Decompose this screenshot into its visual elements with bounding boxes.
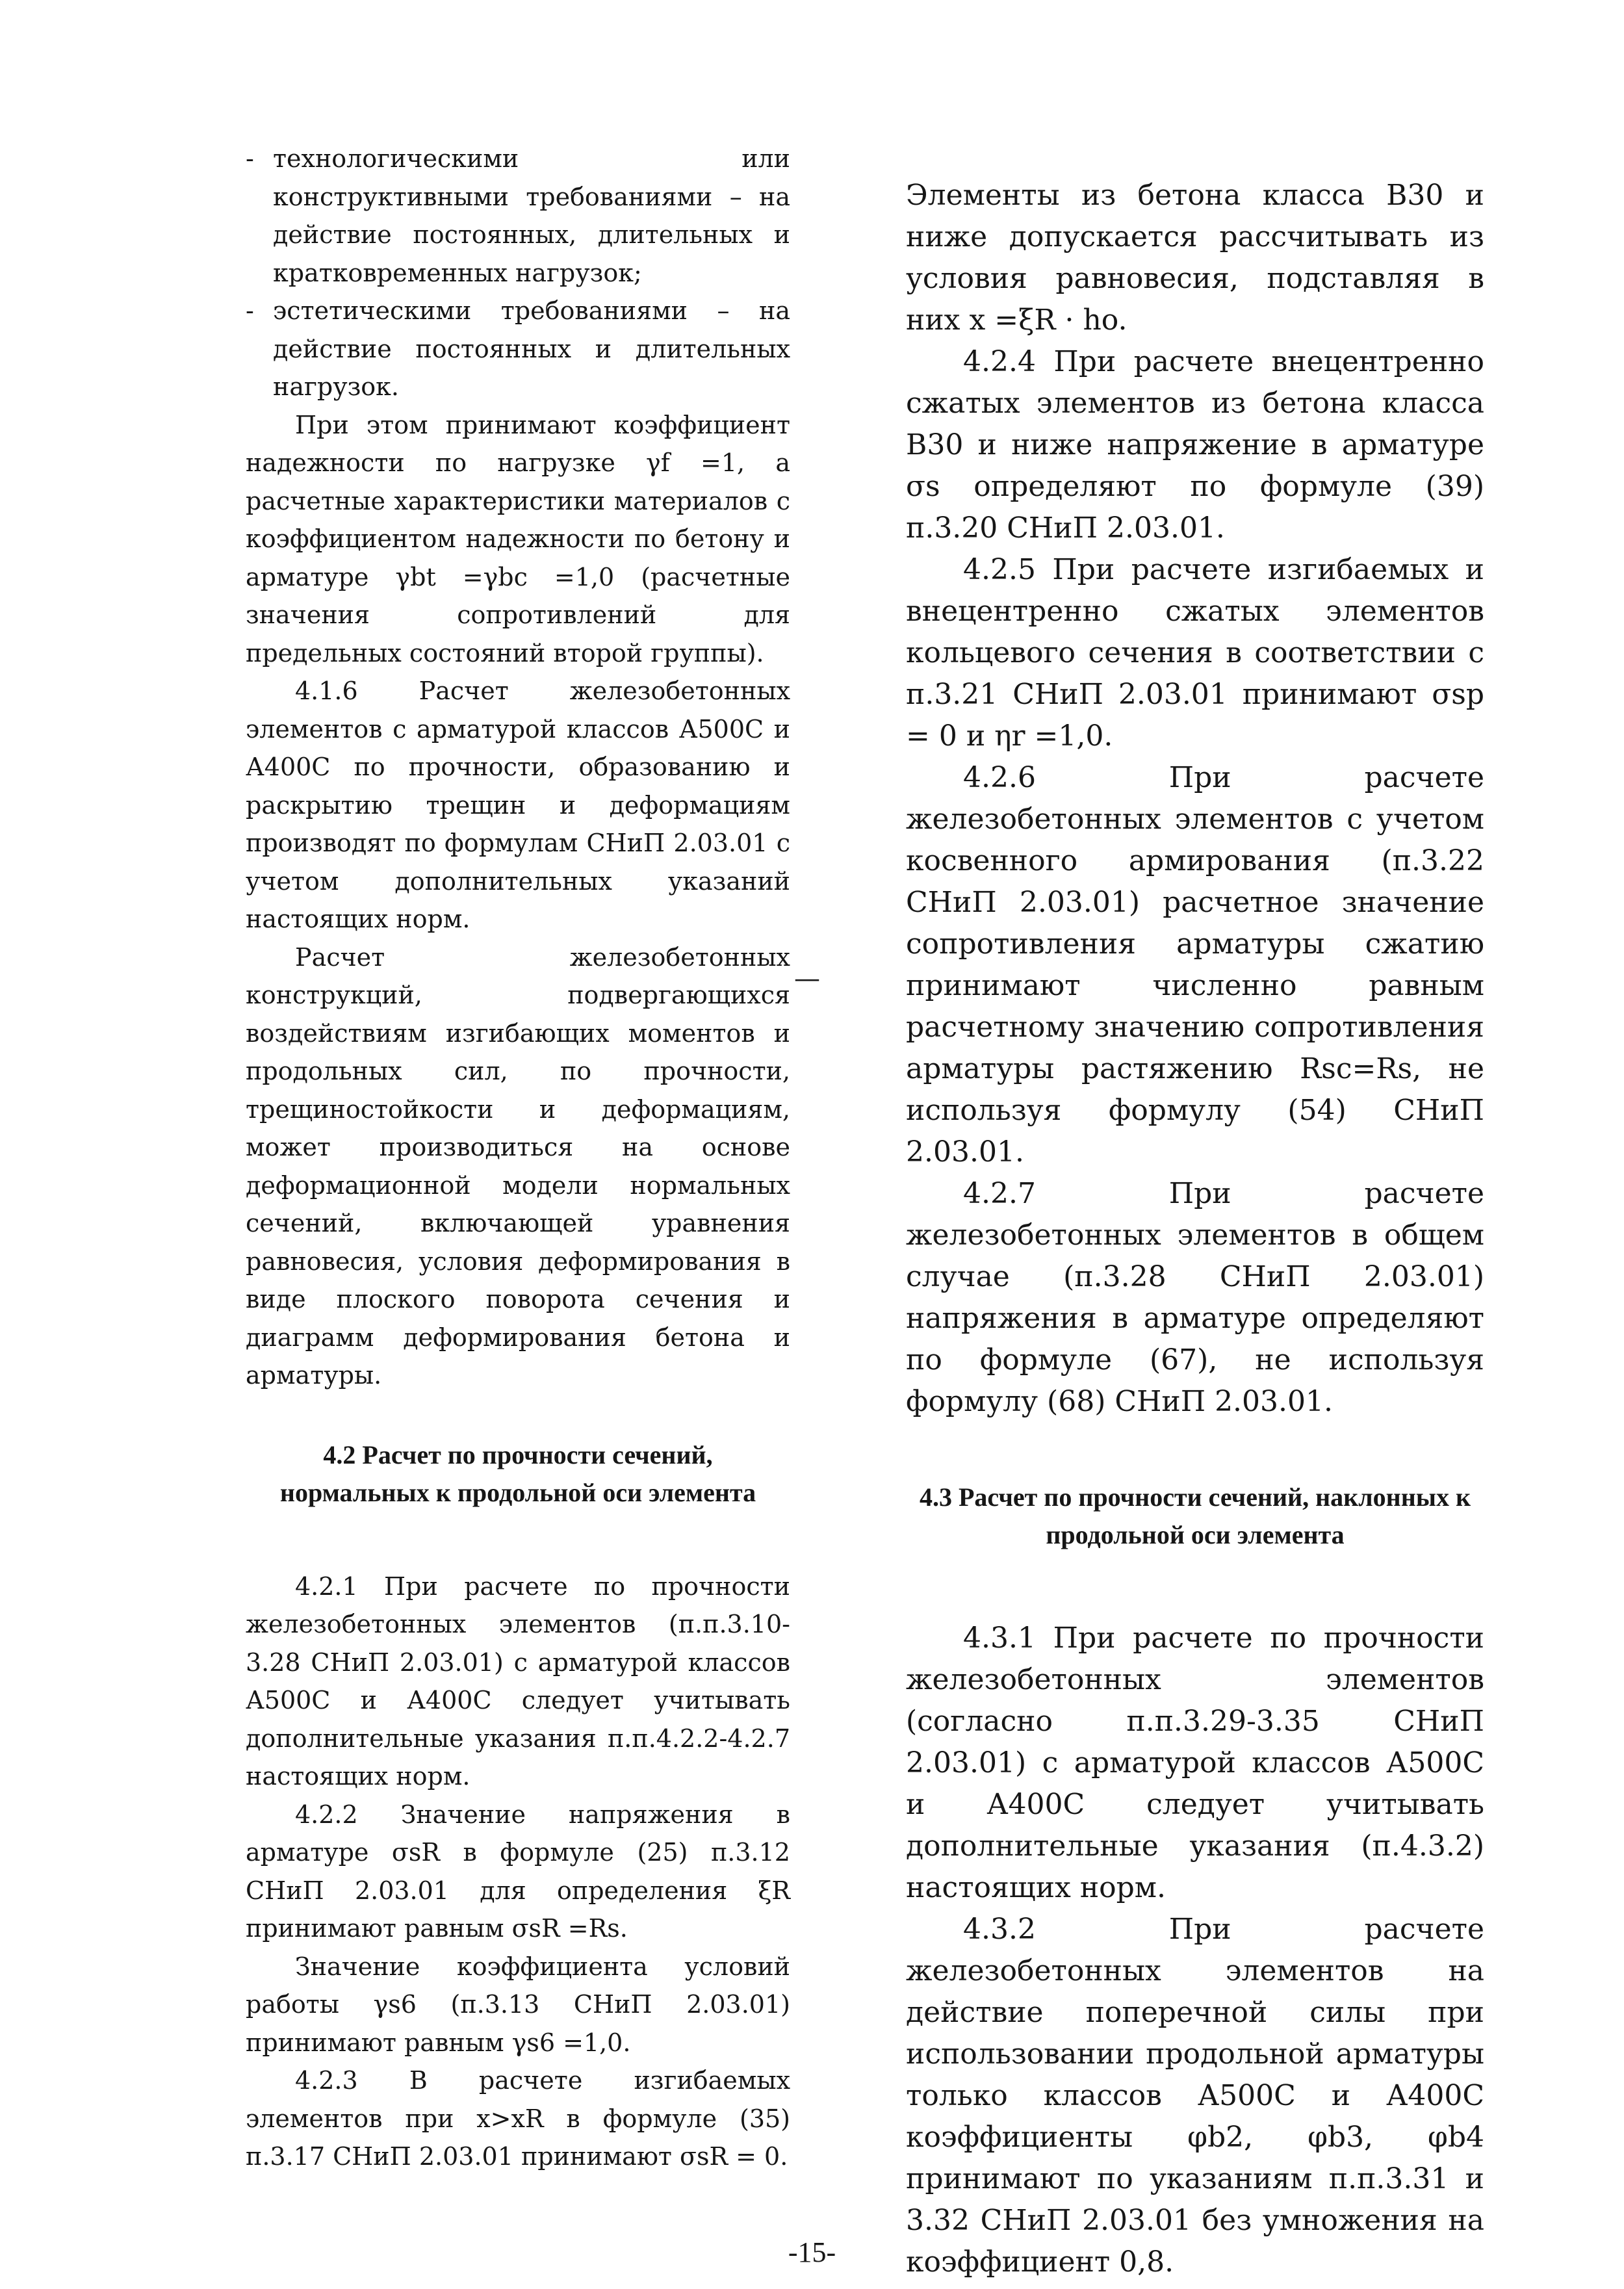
bullet-dash: - bbox=[246, 144, 254, 173]
bullet-dash: - bbox=[246, 296, 254, 325]
paragraph-4-2-6: 4.2.6 При расчете железобетонных элементов с учетом косвенного армирования (п.3.22 СНиП 2.03.01) расчетное значение сопротивления арматуры сжатию принимают численно равным расчетному значению сопротивления арматуры растяжению Rsc=Rs, не используя формулу (54) СНиП 2.03.01. bbox=[906, 761, 1484, 1169]
paragraph-4-2-4: 4.2.4 При расчете внецентренно сжатых элементов из бетона класса В30 и ниже напряжение в арматуре σs определяют по формуле (39) п.3.20 СНиП 2.03.01. bbox=[906, 345, 1484, 545]
left-column bbox=[246, 140, 790, 2176]
page-number: -15- bbox=[788, 2236, 836, 2268]
paragraph-4-2-2: 4.2.2 Значение напряжения в арматуре σsR в формуле (25) п.3.12 СНиП 2.03.01 для определения ξR принимают равным σsR =Rs. bbox=[246, 1800, 790, 1943]
list-item bbox=[246, 140, 790, 292]
paragraph-4-2-3: 4.2.3 В расчете изгибаемых элементов при x>xR в формуле (35) п.3.17 СНиП 2.03.01 принимают σsR = 0. bbox=[246, 2066, 790, 2171]
paragraph-4-1-6: 4.1.6 Расчет железобетонных элементов с арматурой классов А500С и А400С по прочности, образованию и раскрытию трещин и деформациям производят по формулам СНиП 2.03.01 с учетом дополнительных указаний настоящих норм. bbox=[246, 677, 790, 933]
list-item bbox=[246, 292, 790, 406]
paragraph-4-3-1: 4.3.1 При расчете по прочности железобетонных элементов (согласно п.п.3.29-3.35 СНиП 2.03.01) с арматурой классов А500С и А400С следует учитывать дополнительные указания (п.4.3.2) настоящих норм. bbox=[906, 1622, 1484, 1904]
paragraph-reliability-factors: При этом принимают коэффициент надежности по нагрузке γf =1, а расчетные характеристики материалов с коэффициентом надежности по бетону и арматуре γbt =γbc =1,0 (расчетные значения сопротивлений для предельных состояний второй группы). bbox=[246, 410, 790, 667]
paragraph-deformation-model: Расчет железобетонных конструкций, подвергающихся воздействиям изгибающих моментов и продольных сил, по прочности, трещиностойкости и деформациям, может производиться на основе деформационной модели нормальных сечений, включающей уравнения равновесия, условия деформирования в виде плоского поворота сечения и диаграмм деформирования бетона и арматуры. bbox=[246, 942, 790, 1390]
section-heading-4-3: 4.3 Расчет по прочности сечений, наклонных к продольной оси элемента bbox=[919, 1482, 1471, 1549]
paragraph-4-2-1: 4.2.1 При расчете по прочности железобетонных элементов (п.п.3.10-3.28 СНиП 2.03.01) с арматурой классов А500С и А400С следует учитывать дополнительные указания п.п.4.2.2-4.2.7 настоящих норм. bbox=[246, 1571, 790, 1791]
paragraph-b30-elements: Элементы из бетона класса В30 и ниже допускается рассчитывать из условия равновесия, подставляя в них x =ξR · ho. bbox=[906, 179, 1484, 337]
bullet-text: технологическими или конструктивными требованиями – на действие постоянных, длительных и кратковременных нагрузок; bbox=[273, 144, 790, 287]
paragraph-gamma-s6: Значение коэффициента условий работы γs6 (п.3.13 СНиП 2.03.01) принимают равным γs6 =1,0. bbox=[246, 1952, 790, 2057]
bullet-text: эстетическими требованиями – на действие постоянных и длительных нагрузок. bbox=[273, 296, 790, 401]
paragraph-4-2-7: 4.2.7 При расчете железобетонных элементов в общем случае (п.3.28 СНиП 2.03.01) напряжения в арматуре определяют по формуле (67), не используя формулу (68) СНиП 2.03.01. bbox=[906, 1177, 1484, 1418]
paragraph-4-2-5: 4.2.5 При расчете изгибаемых и внецентренно сжатых элементов кольцевого сечения в соответствии с п.3.21 СНиП 2.03.01 принимают σsp = 0 и ηr =1,0. bbox=[906, 553, 1484, 753]
margin-mark: — bbox=[794, 964, 820, 994]
paragraph-4-3-2: 4.3.2 При расчете железобетонных элементов на действие поперечной силы при использовании продольной арматуры только классов А500С и А400С коэффициенты φb2, φb3, φb4 принимают по указаниям п.п.3.31 и 3.32 СНиП 2.03.01 без умножения на коэффициент 0,8. bbox=[906, 1913, 1484, 2279]
right-column bbox=[906, 140, 1484, 2283]
section-heading-4-2: 4.2 Расчет по прочности сечений, нормальных к продольной оси элемента bbox=[279, 1440, 756, 1507]
